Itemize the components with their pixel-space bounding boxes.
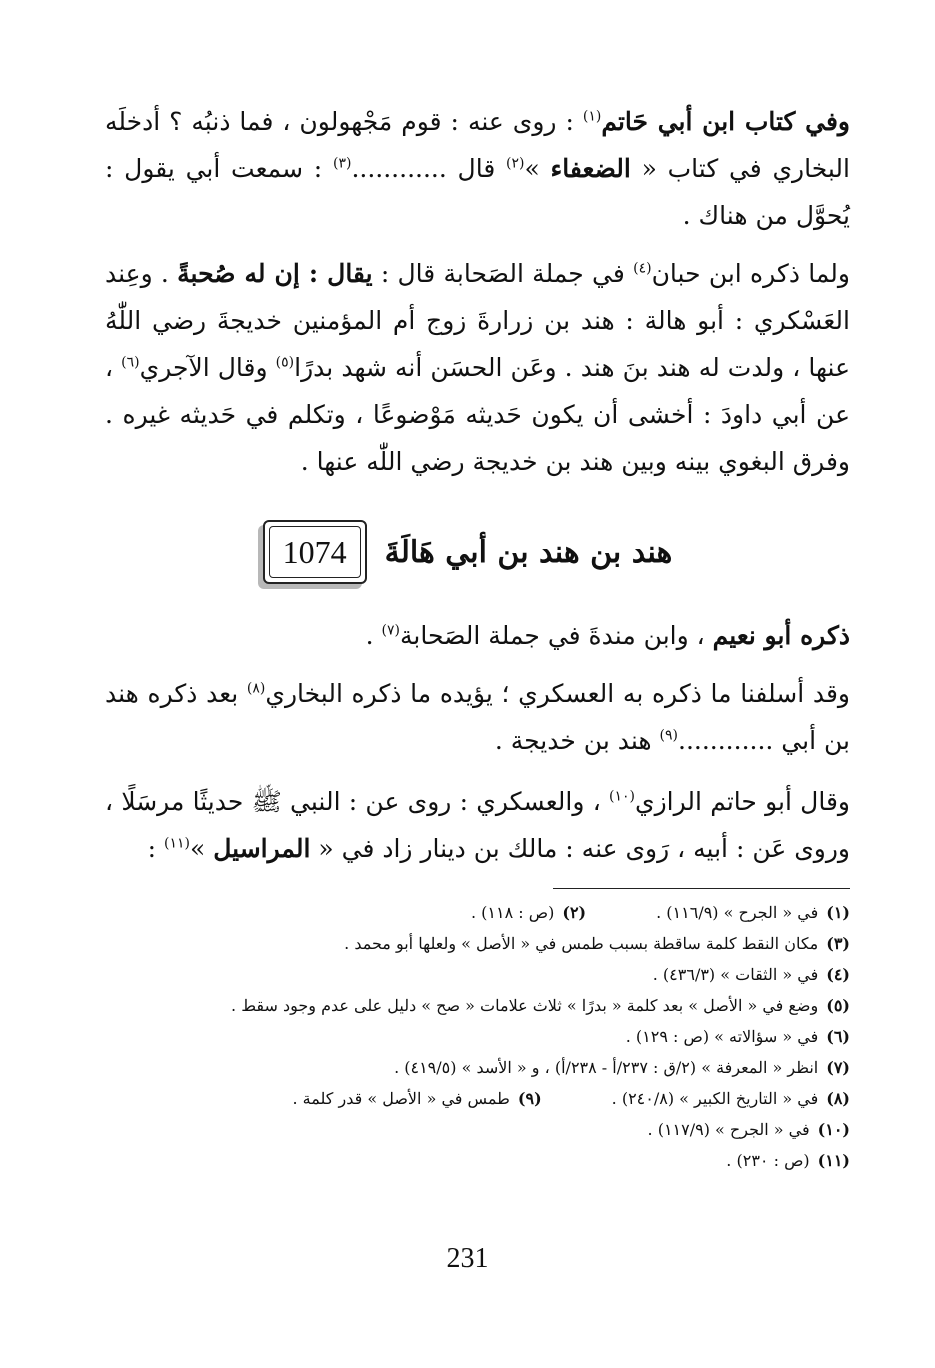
text: ، وابن مندةَ في جملة الصَحابة	[399, 621, 713, 650]
bold-book-title: الضعفاء	[550, 154, 631, 183]
footnote-number: (٨)	[826, 1089, 850, 1108]
footnote-number: (٢)	[562, 903, 587, 922]
text: .	[365, 621, 382, 650]
footnote-4	[100, 959, 850, 990]
text: ولما ذكره ابن حبان	[651, 259, 850, 288]
footnote-3	[100, 928, 850, 959]
footnote-text: في « التاريخ الكبير » (٢٤٠/٨) .	[611, 1089, 819, 1108]
footnote-6	[100, 1021, 850, 1052]
bold-lead: ذكره أبو نعيم	[712, 621, 850, 650]
footnote-10	[100, 1114, 850, 1145]
footnote-number: (٤)	[826, 965, 850, 984]
footnote-text: انظر « المعرفة » (٢/ق : ٢٣٧/أ - ٢٣٨/أ) ، و « الأسد » (٤١٩/٥) .	[394, 1058, 819, 1077]
entry-title: هند بن هند بن أبي هَالَةَ	[384, 534, 673, 570]
text: وقد أسلفنا ما ذكره به العسكري ؛ يؤيده ما ذكره البخاري	[265, 679, 850, 708]
footnote-ref-11[interactable]: (١١)	[164, 835, 190, 852]
footnote-number: (١٠)	[817, 1120, 850, 1139]
footnote-ref-5[interactable]: (٥)	[275, 354, 295, 371]
footnote-text: في « الثقات » (٤٣٦/٣) .	[652, 965, 819, 984]
text: . وعِند العَسْكري : أبو هالة : هند بن زرارةَ زوج أم المؤمنين خديجةَ رضي اللّٰهُ عنها ، ولدت له هند بنَ هند . وعَن الحسَن أنه شهد بدرًا	[105, 259, 851, 382]
footnote-text: طمس في « الأصل » قدر كلمة .	[292, 1089, 510, 1108]
footnote-ref-1[interactable]: (١)	[582, 108, 602, 125]
page-number: 231	[446, 1243, 489, 1274]
paragraph-4	[105, 670, 850, 764]
text: »	[524, 154, 551, 183]
footnote-11	[100, 1145, 850, 1176]
footnote-ref-9[interactable]: (٩)	[659, 727, 678, 744]
footnote-text: (ص : ٢٣٠) .	[726, 1151, 810, 1170]
paragraph-3	[105, 612, 850, 659]
text: بعد ذكره هند بن أبي ............	[105, 679, 850, 755]
text: وقال أبو حاتم الرازي	[635, 787, 850, 816]
entry-number-box	[263, 520, 367, 584]
footnote-number: (٣)	[826, 934, 850, 953]
paragraph-5	[105, 778, 850, 872]
footnote-ref-10[interactable]: (١٠)	[609, 788, 635, 805]
text: ، عن أبي داودَ : أخشى أن يكون حَديثه مَوْضوعًا ، وتكلم في حَديثه غيره . وفرق البغوي بينه وبين هند بن خديجة رضي اللّٰه عنها .	[105, 353, 850, 476]
footnote-number: (١١)	[817, 1151, 850, 1170]
footnote-7	[100, 1052, 850, 1083]
footnotes-list	[100, 897, 850, 1176]
footnote-text: في « الجرح » (١١٧/٩) .	[647, 1120, 810, 1139]
footnote-text: في « الجرح » (١١٦/٩) .	[656, 903, 819, 922]
footnote-divider	[553, 888, 850, 889]
bold-phrase: يقال : إن له صُحبةً	[177, 259, 373, 288]
footnote-number: (٥)	[826, 996, 850, 1015]
entry-number: 1074	[282, 533, 347, 570]
text: : سمعت أبي يقول : يُحوَّل من هناك .	[105, 154, 850, 230]
paragraph-1	[105, 98, 850, 239]
footnote-number: (٦)	[826, 1027, 850, 1046]
footnote-text: في « سؤالاته » (ص : ١٢٩) .	[625, 1027, 819, 1046]
text: وقال الآجري	[139, 353, 276, 382]
footnote-number: (٩)	[517, 1089, 542, 1108]
footnote-number: (٧)	[826, 1058, 850, 1077]
text: قال ............	[351, 154, 507, 183]
footnote-ref-4[interactable]: (٤)	[633, 260, 652, 277]
footnote-1-2	[100, 897, 850, 928]
bold-lead: وفي كتاب ابن أبي حَاتم	[601, 107, 850, 136]
footnote-ref-6[interactable]: (٦)	[121, 354, 140, 371]
footnote-number: (١)	[826, 903, 850, 922]
bold-book-title: المراسيل	[213, 834, 311, 863]
footnote-8-9	[100, 1083, 850, 1114]
text: هند بن خديجة .	[494, 726, 660, 755]
text: في جملة الصَحابة قال :	[372, 259, 634, 288]
paragraph-2	[105, 250, 850, 485]
footnote-text: (ص : ١١٨) .	[471, 903, 555, 922]
entry-heading	[0, 512, 935, 592]
text: ، والعسكري : روى عن : النبي ﷺ حديثًا مرسَلًا ، وروى عَن : أبيه ، رَوى عنه : مالك بن دينار زاد في «	[105, 787, 850, 863]
footnote-text: مكان النقط كلمة ساقطة بسبب طمس في « الأصل » ولعلها أبو محمد .	[344, 934, 819, 953]
text: : روى عنه : قوم مَجْهولون ، فما ذنبُه ؟ أدخلَه البخاري في كتاب «	[105, 107, 850, 183]
footnote-5	[100, 990, 850, 1021]
footnote-ref-8[interactable]: (٨)	[246, 680, 266, 697]
footnote-text: وضع في « الأصل » بعد كلمة « بدرًا » ثلاث علامات « صح » دليل على عدم وجود سقط .	[231, 996, 819, 1015]
text: »	[189, 834, 214, 863]
footnote-ref-2[interactable]: (٢)	[506, 155, 525, 172]
footnote-ref-3[interactable]: (٣)	[332, 155, 352, 172]
footnote-ref-7[interactable]: (٧)	[381, 622, 400, 639]
text: :	[147, 834, 164, 863]
